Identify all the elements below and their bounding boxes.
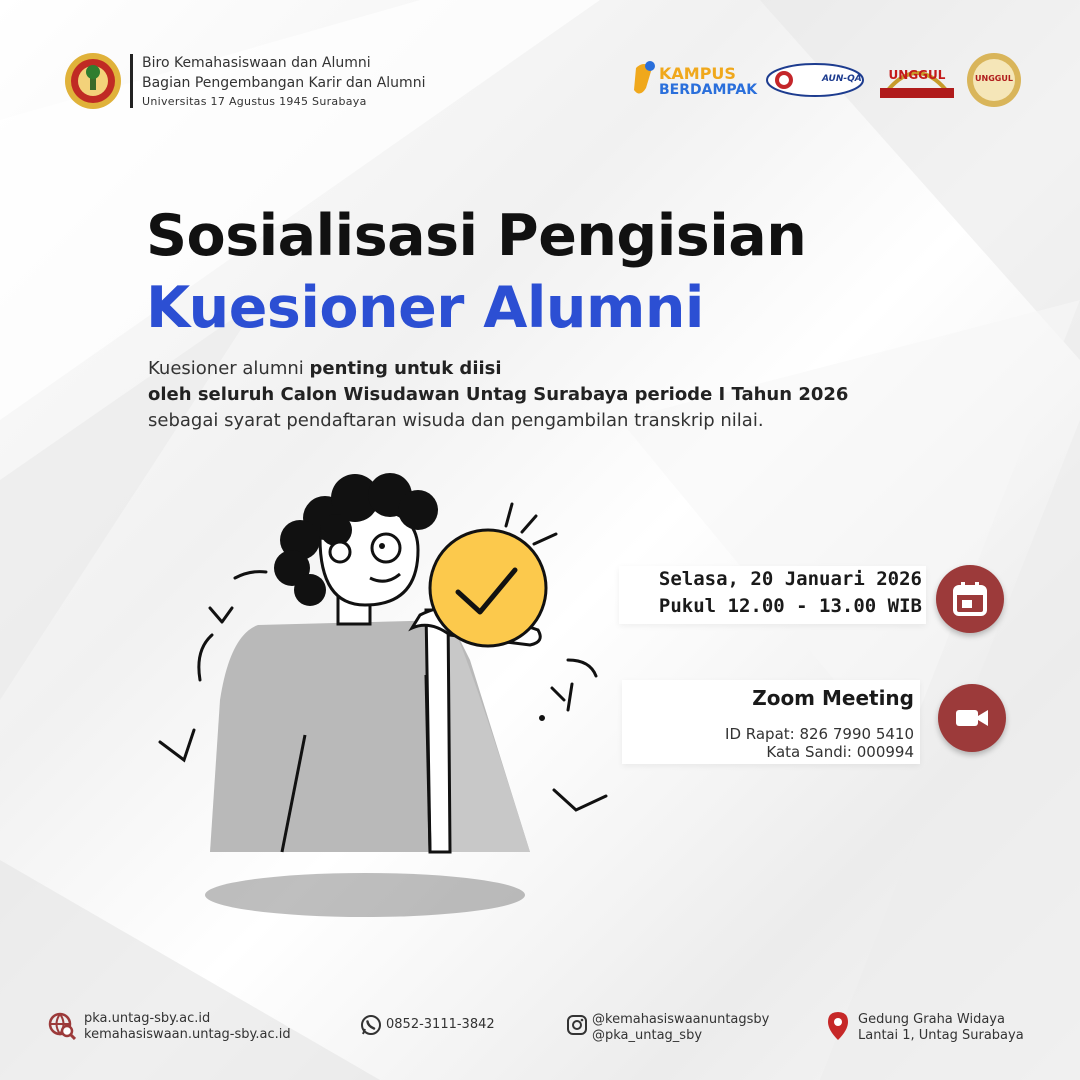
calendar-icon bbox=[953, 582, 987, 616]
instagram-icon bbox=[566, 1014, 588, 1036]
org-university: Universitas 17 Agustus 1945 Surabaya bbox=[142, 95, 367, 108]
instagram-handle-1[interactable]: @kemahasiswaanuntagsby bbox=[592, 1012, 770, 1027]
globe-search-icon bbox=[48, 1012, 76, 1040]
website-link-2[interactable]: kemahasiswaan.untag-sby.ac.id bbox=[84, 1027, 291, 1042]
meeting-id: ID Rapat: 826 7990 5410 bbox=[725, 725, 914, 743]
person-illustration bbox=[150, 460, 620, 920]
location-line-1: Gedung Graha Widaya bbox=[858, 1012, 1005, 1027]
meeting-passcode: Kata Sandi: 000994 bbox=[766, 743, 914, 761]
aun-qa-label: AUN-QA bbox=[822, 74, 862, 84]
description-line-1: Kuesioner alumni penting untuk diisi bbox=[148, 358, 502, 379]
event-time: Pukul 12.00 - 13.00 WIB bbox=[658, 595, 922, 617]
kampus-berdampak-text: KAMPUS BERDAMPAK bbox=[659, 64, 758, 98]
website-link-1[interactable]: pka.untag-sby.ac.id bbox=[84, 1011, 211, 1026]
description-line-2: oleh seluruh Calon Wisudawan Untag Surabaya periode I Tahun 2026 bbox=[148, 384, 849, 405]
footer-phone[interactable]: 0852-3111-3842 bbox=[386, 1017, 495, 1032]
location-line-2: Lantai 1, Untag Surabaya bbox=[858, 1028, 1024, 1043]
location-pin-icon bbox=[826, 1010, 850, 1042]
description-line-3: sebagai syarat pendaftaran wisuda dan pengambilan transkrip nilai. bbox=[148, 410, 764, 431]
university-logo bbox=[64, 52, 122, 110]
zoom-card bbox=[622, 680, 920, 764]
date-card bbox=[619, 566, 926, 624]
footer-location bbox=[858, 1012, 1024, 1044]
video-camera-icon bbox=[955, 701, 989, 735]
whatsapp-icon bbox=[360, 1014, 382, 1036]
description bbox=[148, 356, 848, 434]
header-divider bbox=[130, 54, 133, 108]
zoom-title: Zoom Meeting bbox=[752, 686, 914, 710]
seal-label: UNGGUL bbox=[975, 74, 1013, 83]
footer-websites bbox=[84, 1011, 291, 1043]
unggul-label: UNGGUL bbox=[888, 68, 946, 82]
title-line-2: Kuesioner Alumni bbox=[146, 275, 704, 341]
title-line-1: Sosialisasi Pengisian bbox=[146, 203, 807, 269]
event-date: Selasa, 20 Januari 2026 bbox=[658, 568, 922, 590]
organization-info bbox=[142, 53, 425, 111]
org-name: Biro Kemahasiswaan dan Alumni bbox=[142, 55, 371, 71]
footer-instagram bbox=[592, 1012, 769, 1044]
page-title bbox=[146, 200, 806, 344]
instagram-handle-2[interactable]: @pka_untag_sby bbox=[592, 1028, 703, 1043]
calendar-badge bbox=[936, 565, 1004, 633]
video-badge bbox=[938, 684, 1006, 752]
org-department: Bagian Pengembangan Karir dan Alumni bbox=[142, 75, 426, 91]
